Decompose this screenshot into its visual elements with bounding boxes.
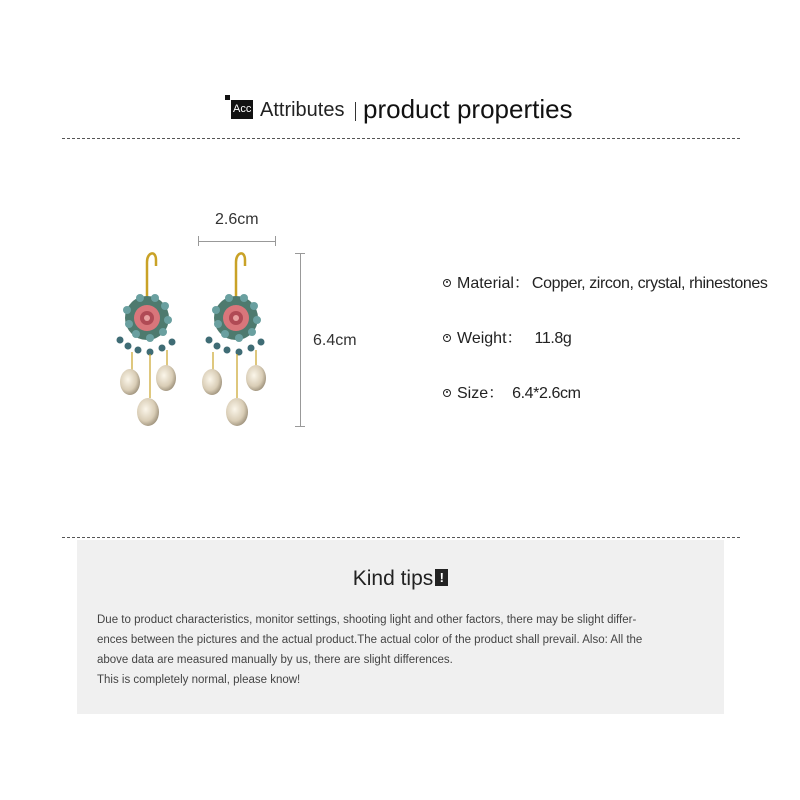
kind-tips-panel	[77, 540, 724, 714]
property-value: 6.4*2.6cm	[512, 385, 581, 402]
property-size	[443, 380, 581, 404]
section-header	[0, 92, 800, 132]
property-value: Copper, zircon, crystal, rhinestones	[531, 275, 768, 292]
tips-line: This is completely normal, please know!	[97, 674, 301, 686]
earrings-product-image	[100, 248, 300, 433]
page-title: product properties	[363, 94, 573, 124]
property-value: 11.8g	[534, 330, 572, 347]
header-badge: Acc	[231, 100, 253, 119]
tips-line: above data are measured manually by us, there are slight differences.	[97, 654, 453, 666]
kind-tips-body	[97, 610, 709, 690]
kind-tips-title	[77, 567, 724, 591]
width-dimension-line	[198, 241, 276, 242]
tips-line: Due to product characteristics, monitor settings, shooting light and other factors, there may be slight differ-	[97, 614, 637, 626]
target-bullet-icon	[443, 389, 451, 397]
header-attributes-label: Attributes	[260, 99, 345, 121]
height-dimension-line	[300, 253, 301, 426]
property-label: Material：	[457, 275, 530, 292]
header-square-mark	[225, 95, 230, 100]
right-earring	[202, 253, 266, 426]
width-dimension-cap-left	[198, 236, 199, 246]
width-dimension-cap-right	[275, 236, 276, 246]
left-earring	[117, 253, 177, 426]
header-divider	[355, 102, 356, 121]
tips-line: ences between the pictures and the actual product.The actual color of the product shall prevail. Also: All the	[97, 634, 643, 646]
kind-tips-title-text: Kind tips	[352, 567, 434, 590]
warning-icon: !	[435, 569, 448, 586]
bottom-dashed-divider	[62, 537, 740, 538]
height-dimension-label: 6.4cm	[313, 332, 357, 349]
property-label: Size：	[457, 385, 505, 402]
property-label: Weight：	[457, 330, 523, 347]
width-dimension-label: 2.6cm	[215, 211, 259, 228]
target-bullet-icon	[443, 334, 451, 342]
property-material	[443, 270, 767, 294]
target-bullet-icon	[443, 279, 451, 287]
property-weight	[443, 325, 571, 349]
top-dashed-divider	[62, 138, 740, 139]
